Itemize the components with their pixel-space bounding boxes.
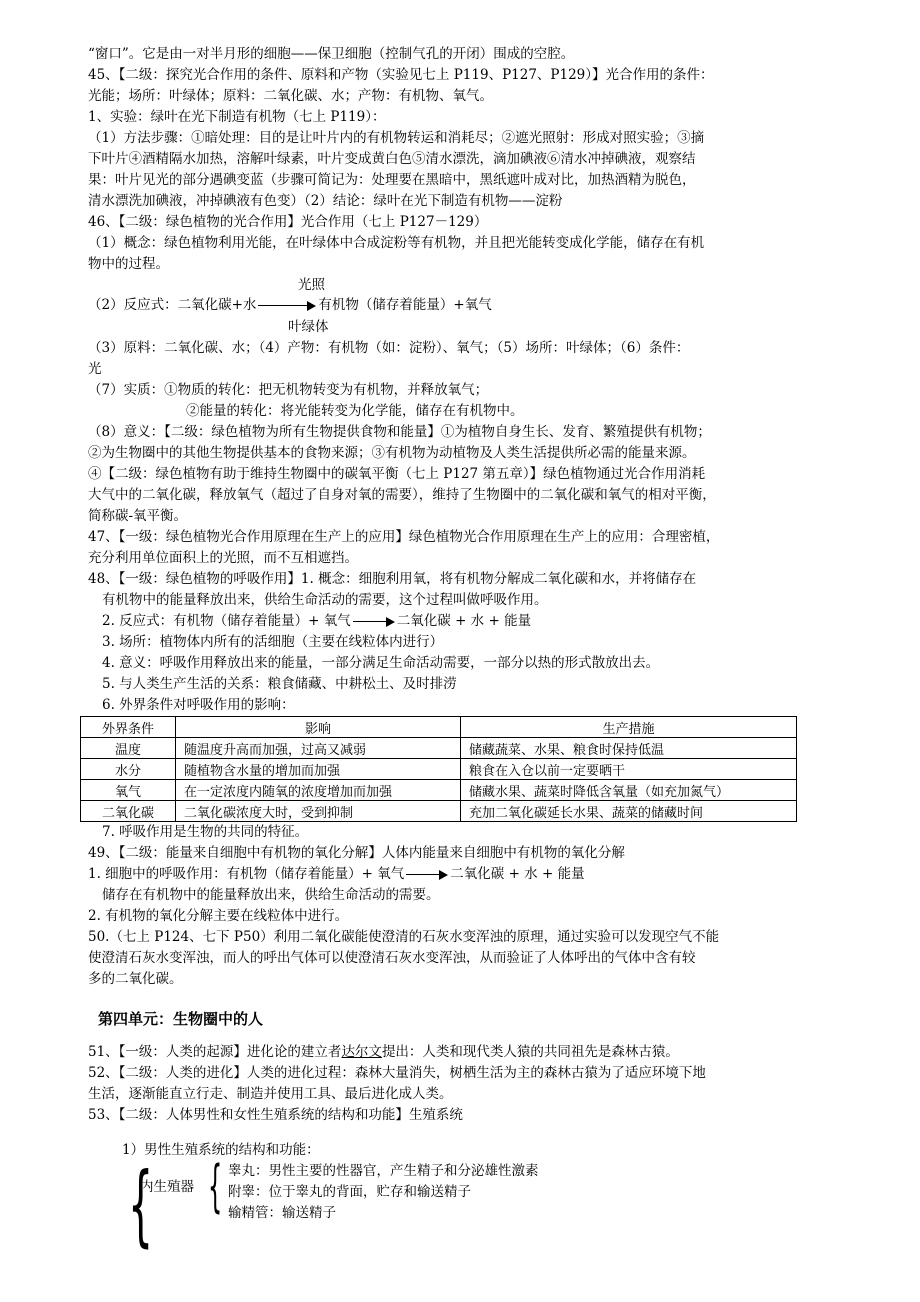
experiment-heading: 1、实验：绿叶在光下制造有机物（七上 P119）： (88, 109, 386, 125)
item-46-heading: 46、【二级：绿色植物的光合作用】光合作用（七上 P127－129） (88, 214, 488, 230)
equation-reactants: 1. 细胞中的呼吸作用：有机物（储存着能量）+ 氧气 (88, 866, 405, 882)
text-line: ②为生物圈中的其他生物提供基本的食物来源；③有机物为动植物及人类生活提供所必需的能量来源。 (88, 445, 696, 461)
item-45-heading: 45、【二级：探究光合作用的条件、原料和产物（实验见七上 P119、P127、P129）】光合作用的条件： (88, 67, 714, 83)
table-header-row (81, 717, 797, 738)
internal-organs-label: 内生殖器 (140, 1179, 194, 1195)
cell-respiration-equation (88, 864, 848, 885)
brace-icon: { (208, 1154, 223, 1219)
organ-item-epididymis: 附睾：位于睾丸的背面，贮存和输送精子 (228, 1184, 471, 1200)
table-row (81, 759, 797, 780)
table-cell: 氧气 (81, 780, 176, 801)
table-cell: 二氧化碳 (81, 801, 176, 822)
darwin-name: 达尔文 (341, 1044, 382, 1060)
text-line: 下叶片④酒精隔水加热，溶解叶绿素，叶片变成黄白色⑤清水漂洗，滴加碘液⑥清水冲掉碘液，观察结 (88, 151, 696, 167)
document-page (88, 44, 848, 1271)
organ-item-testis: 睾丸：男性主要的性器官，产生精子和分泌雄性激素 (228, 1163, 539, 1179)
text-line: 光能；场所：叶绿体；原料：二氧化碳、水；产物：有机物、氧气。 (88, 88, 493, 104)
text-line: 物中的过程。 (88, 256, 169, 272)
item-51-text (88, 1042, 848, 1063)
text-line: ②能量的转化：将光能转变为化学能，储存在有机物中。 (186, 403, 524, 419)
photosynthesis-equation (88, 295, 848, 316)
organ-list (228, 1161, 539, 1224)
item-48-heading: 48、【一级：绿色植物的呼吸作用】1. 概念：细胞利用氧，将有机物分解成二氧化碳和水，并将储存在 (88, 571, 697, 587)
text-line: （7）实质：①物质的转化：把无机物转变为有机物，并释放氧气； (88, 382, 489, 398)
text-line: “窗口”。它是由一对半月形的细胞——保卫细胞（控制气孔的开闭）围成的空腔。 (88, 46, 575, 62)
reaction-condition-chloroplast: 叶绿体 (288, 319, 329, 335)
table-cell: 随温度升高而加强，过高又减弱 (176, 738, 461, 759)
text-line: 多的二氧化碳。 (88, 971, 183, 987)
equation-products: 有机物（储存着能量）+氧气 (318, 297, 492, 313)
text-line: 清水漂洗加碘液，冲掉碘液有色变）（2）结论：绿叶在光下制造有机物——淀粉 (88, 193, 563, 209)
text-line: （1）方法步骤：①暗处理：目的是让叶片内的有机物转运和消耗尽；②遮光照射：形成对照实验；③摘 (88, 130, 705, 146)
organ-item-vas-deferens: 输精管：输送精子 (228, 1205, 336, 1221)
table-cell: 储藏蔬菜、水果、粮食时保持低温 (461, 738, 797, 759)
table-cell: 充加二氧化碳延长水果、蔬菜的储藏时间 (461, 801, 797, 822)
table-header-cell: 影响 (176, 717, 461, 738)
equation-reactants: （2）反应式：二氧化碳+水 (88, 297, 257, 313)
table-cell: 二氧化碳浓度大时，受到抑制 (176, 801, 461, 822)
table-row (81, 780, 797, 801)
table-cell: 粮食在入仓以前一定要晒干 (461, 759, 797, 780)
text-line: 6. 外界条件对呼吸作用的影响： (102, 697, 295, 713)
text-line: （8）意义：【二级：绿色植物为所有生物提供食物和能量】①为植物自身生长、发育、繁殖提供有机物； (88, 424, 711, 440)
text-line: 5. 与人类生产生活的关系：粮食储藏、中耕松土、及时排涝 (102, 676, 457, 692)
unit-title: 第四单元：生物圈中的人 (98, 1010, 264, 1028)
item-50-text: 50.（七上 P124、七下 P50）利用二氧化碳能使澄清的石灰水变浑浊的原理，通过实验可以发现空气不能 (88, 929, 720, 945)
text-line: 3. 场所：植物体内所有的活细胞（主要在线粒体内进行） (102, 634, 444, 650)
text-fragment: 51、【一级：人类的起源】进化论的建立者 (88, 1044, 342, 1060)
arrow-icon (406, 870, 448, 880)
text-line: 果：叶片见光的部分遇碘变蓝（步骤可简记为：处理要在黑暗中，黑纸遮叶成对比，加热酒精为脱色， (88, 172, 696, 188)
text-line: （1）概念：绿色植物利用光能，在叶绿体中合成淀粉等有机物，并且把光能转变成化学能，储存在有机 (88, 235, 705, 251)
text-line: 简称碳-氧平衡。 (88, 508, 188, 524)
table-cell: 水分 (81, 759, 176, 780)
text-fragment: 提出：人类和现代类人猿的共同祖先是森林古猿。 (381, 1044, 679, 1060)
male-system-heading: 1）男性生殖系统的结构和功能： (122, 1142, 320, 1158)
item-52-text: 52、【二级：人类的进化】人类的进化过程：森林大量消失，树栖生活为主的森林古猿为了适应环境下地 (88, 1065, 706, 1081)
equation-products: 二氧化碳 + 水 + 能量 (396, 613, 532, 629)
text-line: 使澄清石灰水变浑浊，而人的呼出气体可以使澄清石灰水变浑浊，从而验证了人体呼出的气体中含有较 (88, 950, 696, 966)
text-line: 储存在有机物中的能量释放出来，供给生命活动的需要。 (102, 887, 440, 903)
text-line: 2. 有机物的氧化分解主要在线粒体中进行。 (88, 908, 349, 924)
text-line: 大气中的二氧化碳，释放氧气（超过了自身对氧的需要），维持了生物圈中的二氧化碳和氧气的相对平衡， (88, 487, 716, 503)
text-line: 光 (88, 361, 102, 377)
table-cell: 储藏水果、蔬菜时降低含氧量（如充加氮气） (461, 780, 797, 801)
equation-reactants: 2. 反应式：有机物（储存着能量）+ 氧气 (102, 613, 351, 629)
male-organ-diagram (88, 1153, 848, 1271)
text-line: 充分利用单位面积上的光照，而不互相遮挡。 (88, 550, 358, 566)
table-row (81, 801, 797, 822)
table-cell: 在一定浓度内随氧的浓度增加而加强 (176, 780, 461, 801)
item-47-heading: 47、【一级：绿色植物光合作用原理在生产上的应用】绿色植物光合作用原理在生产上的应用：合理密植， (88, 529, 720, 545)
arrow-icon (353, 617, 395, 627)
reaction-condition-light: 光照 (298, 277, 325, 293)
text-line: 有机物中的能量释放出来，供给生命活动的需要，这个过程叫做呼吸作用。 (102, 592, 548, 608)
respiration-conditions-table (80, 716, 797, 822)
arrow-icon (258, 301, 316, 311)
text-line: 7. 呼吸作用是生物的共同的特征。 (102, 824, 309, 840)
text-line: 生活，逐渐能直立行走、制造并使用工具、最后进化成人类。 (88, 1086, 453, 1102)
item-49-heading: 49、【二级：能量来自细胞中有机物的氧化分解】人体内能量来自细胞中有机物的氧化分解 (88, 845, 625, 861)
table-header-cell: 生产措施 (461, 717, 797, 738)
table-header-cell: 外界条件 (81, 717, 176, 738)
respiration-equation (88, 611, 848, 632)
brace-icon: { (128, 1153, 154, 1256)
item-53-heading: 53、【二级：人体男性和女性生殖系统的结构和功能】生殖系统 (88, 1107, 463, 1123)
text-line: 4. 意义：呼吸作用释放出来的能量，一部分满足生命活动需要，一部分以热的形式散放出去。 (102, 655, 660, 671)
text-line: （3）原料：二氧化碳、水；（4）产物：有机物（如：淀粉）、氧气；（5）场所：叶绿体；（6）条件： (88, 340, 690, 356)
table-cell: 随植物含水量的增加而加强 (176, 759, 461, 780)
table-row (81, 738, 797, 759)
table-cell: 温度 (81, 738, 176, 759)
text-line: ④【二级：绿色植物有助于维持生物圈中的碳氧平衡（七上 P127 第五章）】绿色植物通过光合作用消耗 (88, 466, 706, 482)
equation-products: 二氧化碳 + 水 + 能量 (450, 866, 585, 882)
